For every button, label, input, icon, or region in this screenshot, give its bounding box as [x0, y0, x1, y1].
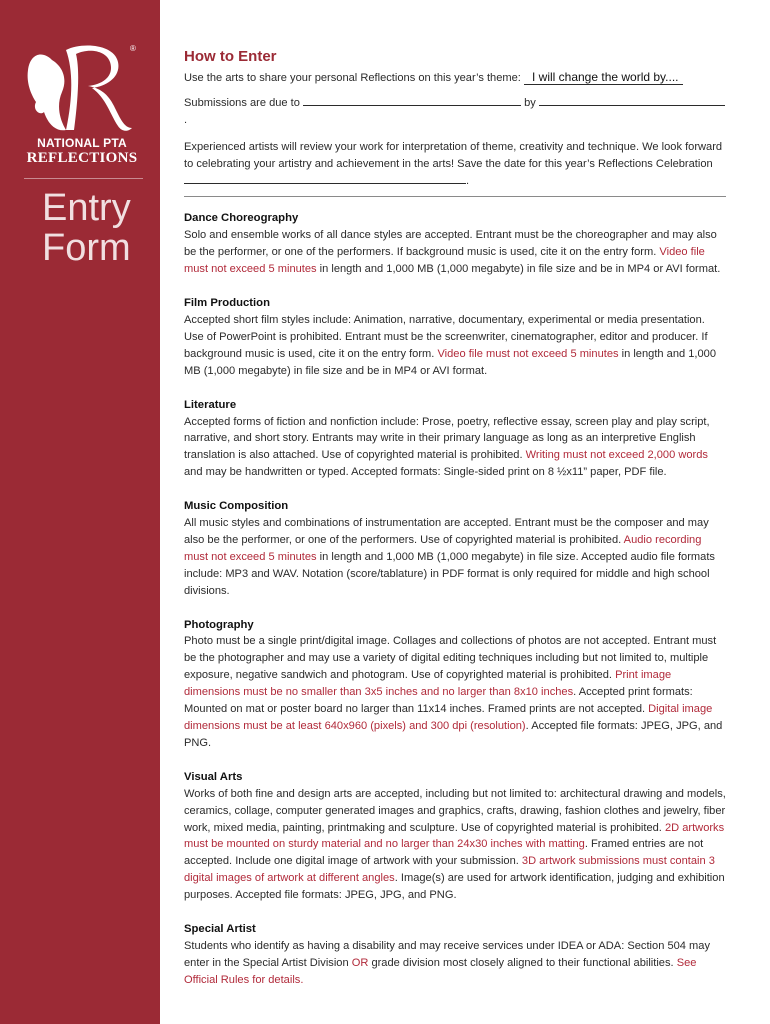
body-text: . Framed entries are not accepted. Include one digital image of artwork with your submission. [184, 838, 704, 868]
highlight-text: Digital image dimensions must be at least 640x960 (pixels) and 300 dpi (resolution) [184, 703, 713, 732]
review-paragraph [184, 139, 726, 190]
highlight-text: 3D artwork submissions must contain 3 digital images of artwork at different angles [184, 855, 715, 885]
section-body [184, 312, 726, 380]
section-title: Photography [184, 618, 254, 631]
body-text: in length and 1,000 MB (1,000 megabyte) in file size and be in MP4 or AVI format. [316, 263, 721, 276]
main-content [184, 48, 726, 1006]
section-film [184, 295, 726, 380]
form-title [42, 188, 131, 268]
review-text: Experienced artists will review your work for interpretation of theme, creativity and technique. We look forward to celebrating your artistry and achievement in the arts! Save the date for this year’s Reflections Celebration [184, 140, 723, 170]
section-divider [184, 196, 726, 197]
section-title: Music Composition [184, 500, 289, 513]
brand-national-pta: NATIONAL PTA [37, 136, 127, 150]
due-by-label: by [524, 96, 536, 109]
section-body [184, 227, 726, 278]
section-body [184, 938, 726, 989]
body-text: . Accepted file formats: JPEG, JPG, and PNG. [184, 720, 723, 749]
body-text: . Image(s) are used for artwork identification, judging and exhibition purposes. Accepted file formats: JPEG, JPG, and PNG. [184, 872, 725, 902]
highlight-text: 2D artworks must be mounted on sturdy material and no larger than 24x30 inches with matting [184, 821, 725, 851]
official-rules-link[interactable]: See Official Rules for details. [184, 956, 697, 986]
sidebar-divider [24, 178, 143, 179]
silhouette-r-logo-icon [22, 40, 142, 136]
theme-label: Use the arts to share your personal Reflections on this year’s theme: [184, 72, 521, 84]
body-text: Accepted short film styles include: Animation, narrative, documentary, experimental or media presentation. Use of PowerPoint is prohibited. Entrant must be the screenwriter, cinematographer, editor and producer. If background music is used, cite it on the entry form. [184, 313, 708, 360]
due-line [184, 95, 726, 129]
theme-field[interactable]: I will change the world by.... [524, 70, 683, 85]
section-special-artist [184, 921, 726, 989]
highlight-text: Print image dimensions must be no smaller than 3x5 inches and no larger than 8x10 inches [184, 669, 672, 699]
body-text: in length and 1,000 MB (1,000 megabyte) in file size and be in MP4 or AVI format. [184, 347, 717, 377]
due-date-field[interactable] [539, 95, 725, 106]
section-photography [184, 617, 726, 752]
section-title: Film Production [184, 297, 270, 310]
section-title: Dance Choreography [184, 212, 299, 225]
body-text: Students who identify as having a disability and may receive services under IDEA or ADA: Section 504 may enter in the Special Artist Division [184, 939, 710, 969]
section-body [184, 515, 726, 600]
body-text: . Accepted print formats: Mounted on mat or poster board no larger than 11x14 inches. Framed prints are not accepted. [184, 686, 693, 716]
body-text: in length and 1,000 MB (1,000 megabyte) in file size. Accepted audio file formats include: MP3 and WAV. Notation (score/tablature) in PDF format is only required for middle and high school divisions. [184, 550, 715, 597]
due-location-field[interactable] [303, 95, 521, 106]
form-title-line2: Form [42, 227, 131, 269]
body-text: and may be handwritten or typed. Accepted formats: Single-sided print on 8 ½x11” paper, PDF file. [184, 466, 667, 479]
registered-mark: ® [130, 44, 136, 53]
theme-line [184, 70, 726, 87]
celebration-date-field[interactable] [184, 173, 466, 184]
section-body [184, 786, 726, 904]
section-title: Literature [184, 398, 237, 411]
page-title: How to Enter [184, 48, 277, 65]
due-end: . [184, 113, 188, 126]
body-text: Works of both fine and design arts are accepted, including but not limited to: architectural drawing and models, ceramics, collage, computer generated images and graphics, crafts, drawing, fashion clothes and jewelry, fiber work, mixed media, painting, printmaking and sculpture. Use of copyrighted material is prohibited. [184, 787, 726, 834]
section-title: Special Artist [184, 923, 256, 936]
body-text: grade division most closely aligned to their functional abilities. [368, 956, 677, 969]
body-text: Photo must be a single print/digital image. Collages and collections of photos are not accepted. Entrant must be the photographer and may use a variety of digital editing techniques including but not limited to, multiple exposure, negative sandwich and photogram. Use of copyrighted material is prohibited. [184, 635, 717, 682]
due-label: Submissions are due to [184, 96, 300, 109]
highlight-text: OR [351, 956, 369, 969]
highlight-text: Video file must not exceed 5 minutes [184, 246, 705, 276]
section-body [184, 414, 726, 482]
highlight-text: Audio recording must not exceed 5 minutes [184, 533, 702, 563]
body-text: Accepted forms of fiction and nonfiction include: Prose, poetry, reflective essay, screen play and play script, narrative, and short story. Entrants may write in their primary language as long as an interpretive English translation is also attached. Use of copyrighted material is prohibited. [184, 415, 710, 462]
brand-reflections: REFLECTIONS [26, 150, 138, 166]
section-literature [184, 397, 726, 482]
section-title: Visual Arts [184, 770, 243, 783]
highlight-text: Writing must not exceed 2,000 words [525, 449, 708, 462]
section-music [184, 498, 726, 599]
section-visual-arts [184, 769, 726, 904]
section-body [184, 633, 726, 751]
review-end: . [466, 174, 470, 187]
highlight-text: Video file must not exceed 5 minutes [437, 347, 619, 360]
body-text: Solo and ensemble works of all dance styles are accepted. Entrant must be the choreographer and may also be the performer, or one of the performers. If background music is used, cite it on the entry form. [184, 229, 717, 259]
form-title-line1: Entry [42, 187, 131, 229]
body-text: All music styles and combinations of instrumentation are accepted. Entrant must be the composer and may also be the performer, or one of the performers. Use of copyrighted material is prohibited. [184, 517, 709, 546]
sidebar [0, 0, 160, 1024]
section-dance [184, 210, 726, 278]
